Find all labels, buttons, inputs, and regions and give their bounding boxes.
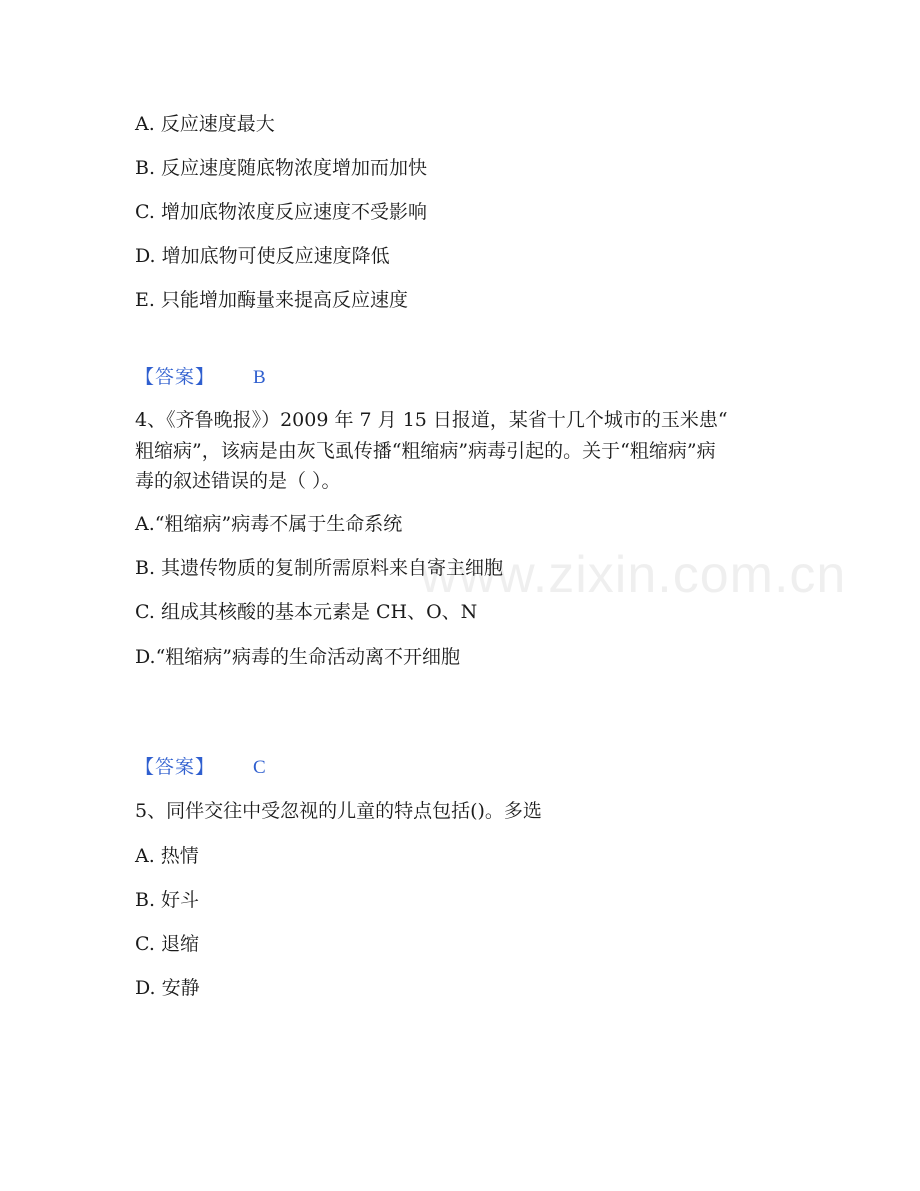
q4-stem-line-1: 4、《齐鲁晚报》）2009 年 7 月 15 日报道，某省十几个城市的玉米患“: [135, 409, 728, 431]
answer-label: 【答案】: [135, 366, 216, 388]
q3-option-e: E. 只能增加酶量来提高反应速度: [135, 289, 408, 311]
q4-option-d: D.“粗缩病”病毒的生命活动离不开细胞: [135, 646, 461, 668]
q5-option-c: C. 退缩: [135, 933, 199, 955]
q5-option-d: D. 安静: [135, 977, 200, 999]
q4-option-c: C. 组成其核酸的基本元素是 CH、O、N: [135, 601, 478, 623]
q4-option-b: B. 其遗传物质的复制所需原料来自寄主细胞: [135, 557, 504, 579]
q3-option-a: A. 反应速度最大: [135, 113, 275, 135]
q3-answer: [135, 365, 266, 390]
q5-stem: 5、同伴交往中受忽视的儿童的特点包括()。多选: [135, 800, 542, 822]
q4-option-a: A.“粗缩病”病毒不属于生命系统: [135, 513, 403, 535]
q3-option-d: D. 增加底物可使反应速度降低: [135, 245, 390, 267]
answer-label: 【答案】: [135, 756, 216, 778]
q4-answer: [135, 755, 266, 780]
q3-option-b: B. 反应速度随底物浓度增加而加快: [135, 157, 428, 179]
q4-stem-line-2: 粗缩病”，该病是由灰飞虱传播“粗缩病”病毒引起的。关于“粗缩病”病: [135, 440, 716, 462]
q5-option-a: A. 热情: [135, 845, 199, 867]
watermark: www.zixin.com.cn: [420, 546, 847, 604]
answer-value: B: [253, 367, 266, 388]
q3-option-c: C. 增加底物浓度反应速度不受影响: [135, 201, 427, 223]
q5-option-b: B. 好斗: [135, 889, 200, 911]
q4-stem-line-3: 毒的叙述错误的是（ ）。: [135, 470, 341, 492]
answer-value: C: [253, 757, 266, 778]
